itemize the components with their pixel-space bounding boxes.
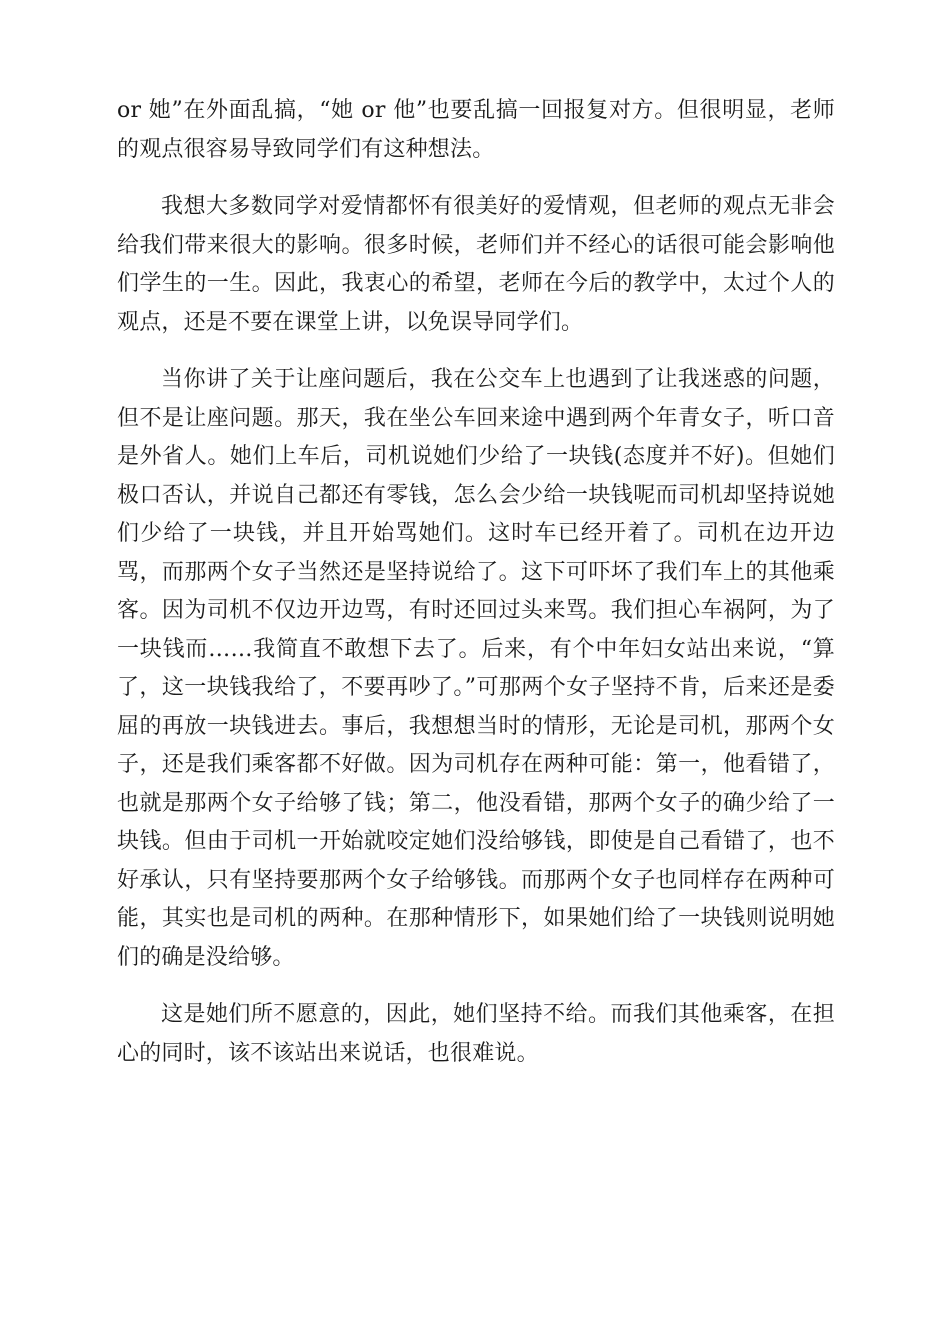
document-body [117,92,835,1092]
paragraph-3: 当你讲了关于让座问题后，我在公交车上也遇到了让我迷惑的问题，但不是让座问题。那天，我在坐公车回来途中遇到两个年青女子，听口音是外省人。她们上车后，司机说她们少给了一块钱(态度并不好)。但她们极口否认，并说自己都还有零钱，怎么会少给一块钱呢而司机却坚持说她们少给了一块钱，并且开始骂她们。这时车已经开着了。司机在边开边骂，而那两个女子当然还是坚持说给了。这下可吓坏了我们车上的其他乘客。因为司机不仅边开边骂，有时还回过头来骂。我们担心车祸阿，为了一块钱而……我简直不敢想下去了。后来，有个中年妇女站出来说，“算了，这一块钱我给了，不要再吵了。”可那两个女子坚持不肯，后来还是委屈的再放一块钱进去。事后，我想想当时的情形，无论是司机，那两个女子，还是我们乘客都不好做。因为司机存在两种可能：第一，他看错了，也就是那两个女子给够了钱；第二，他没看错，那两个女子的确少给了一块钱。但由于司机一开始就咬定她们没给够钱，即使是自己看错了，也不好承认，只有坚持要那两个女子给够钱。而那两个女子也同样存在两种可能，其实也是司机的两种。在那种情形下，如果她们给了一块钱则说明她们的确是没给够。 [117,367,835,970]
paragraph-4: 这是她们所不愿意的，因此，她们坚持不给。而我们其他乘客，在担心的同时，该不该站出来说话，也很难说。 [117,1002,835,1066]
paragraph-2: 我想大多数同学对爱情都怀有很美好的爱情观，但老师的观点无非会给我们带来很大的影响。很多时候，老师们并不经心的话很可能会影响他们学生的一生。因此，我衷心的希望，老师在今后的教学中，太过个人的观点，还是不要在课堂上讲，以免误导同学们。 [117,194,835,335]
paragraph-1: or 她”在外面乱搞，“她 or 他”也要乱搞一回报复对方。但很明显，老师的观点很容易导致同学们有这种想法。 [117,98,835,162]
